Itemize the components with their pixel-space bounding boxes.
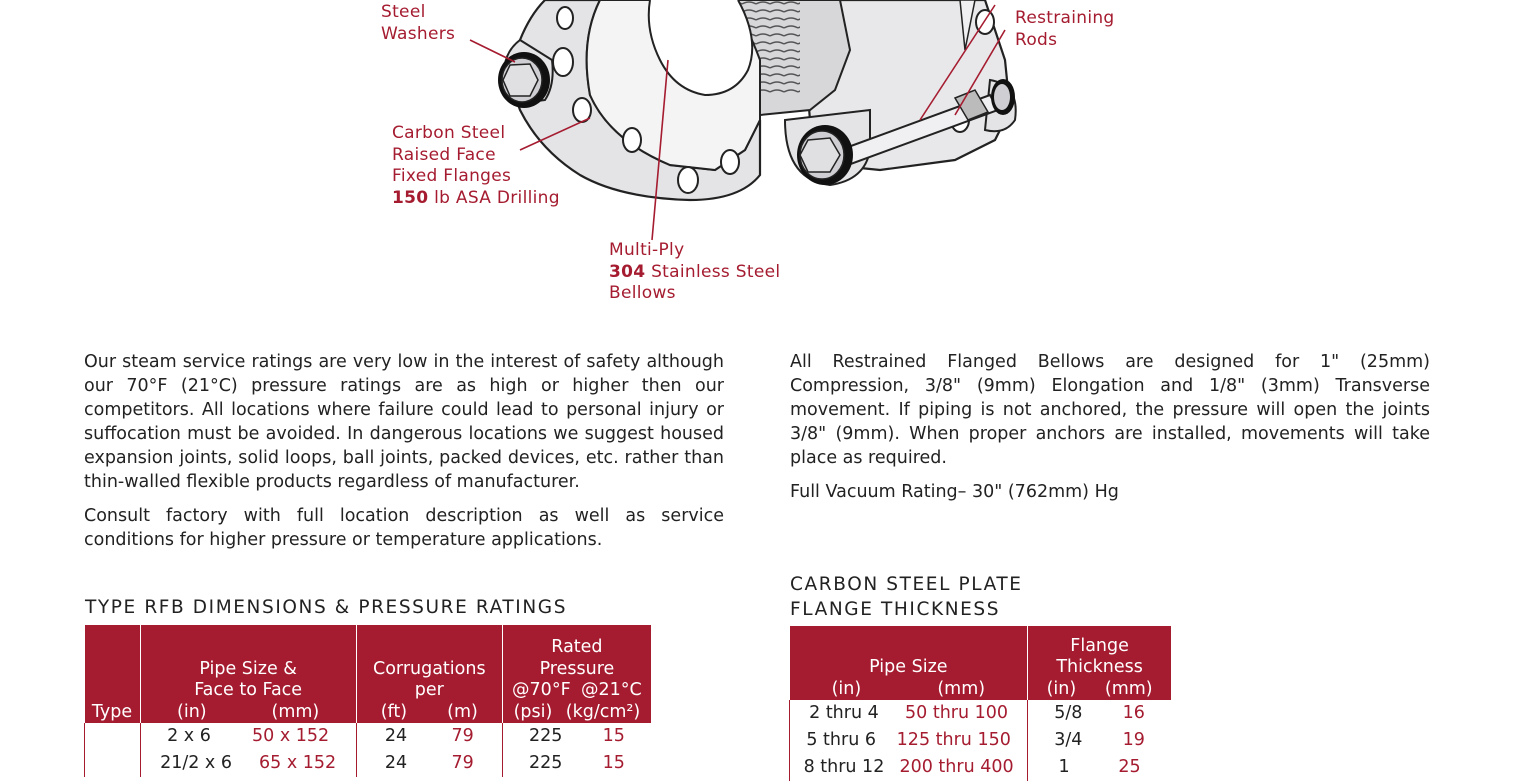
label-restraining-rods: Restraining Rods [1015,8,1115,50]
label-steel-washers: Steel Washers [381,2,456,44]
col-pipe-size: Pipe Size (in) (mm) [790,626,1028,700]
col-flange-thickness: Flange Thickness (in) (mm) [1028,626,1171,700]
nut-washer-left [498,52,550,108]
table-row: 8 thru 12 200 thru 400 1 25 [790,754,1172,781]
table2-title: CARBON STEEL PLATE FLANGE THICKNESS [790,574,1023,620]
col-pipe-size: Pipe Size & Face to Face (in) (mm) [140,625,356,723]
col-rated-pressure: Rated Pressure @70°F @21°C (psi) (kg/cm²) [502,625,651,723]
table-row: 5 thru 6 125 thru 150 3/4 19 [790,727,1172,754]
table-row: 2 thru 4 50 thru 100 5/8 16 [790,700,1172,727]
table1-title: TYPE RFB DIMENSIONS & PRESSURE RATINGS [85,597,568,618]
label-bellows: Multi-Ply 304 Stainless Steel Bellows [609,240,781,303]
table-row: 2 x 6 50 x 152 24 79 225 15 [85,723,652,750]
movement-text: All Restrained Flanged Bellows are designed for 1" (25mm) Compression, 3/8" (9mm) Elongation and 1/8" (3mm) Transverse movement. If piping is not anchored, the pressure will open the joints 3/8" (9mm). When proper anchors are installed, movements will take place as required. Full Vacuum Rating– 30" (762mm) Hg [790,352,1430,502]
nut-washer-rear [991,79,1015,115]
table-row: 21/2 x 6 65 x 152 24 79 225 15 [85,750,652,777]
nut-washer-right [797,125,853,185]
label-fixed-flanges: Carbon Steel Raised Face Fixed Flanges 150 lb ASA Drilling [392,123,560,208]
col-corrugations: Corrugations per (ft) (m) [356,625,502,723]
dimensions-table [84,625,651,777]
steam-service-text: Our steam service ratings are very low in the interest of safety although our 70°F (21°C) pressure ratings are as high or higher then our competitors. All locations where failure could lead to personal injury or suffocation must be avoided. In dangerous locations we suggest housed expansion joints, solid loops, ball joints, packed devices, etc. rather than thin-walled flexible products regardless of manufacturer. Consult factory with full location description as well as service conditions for higher pressure or temperature applications. [84,352,724,550]
flange-thickness-table [789,626,1171,781]
col-type: Type [85,625,141,723]
